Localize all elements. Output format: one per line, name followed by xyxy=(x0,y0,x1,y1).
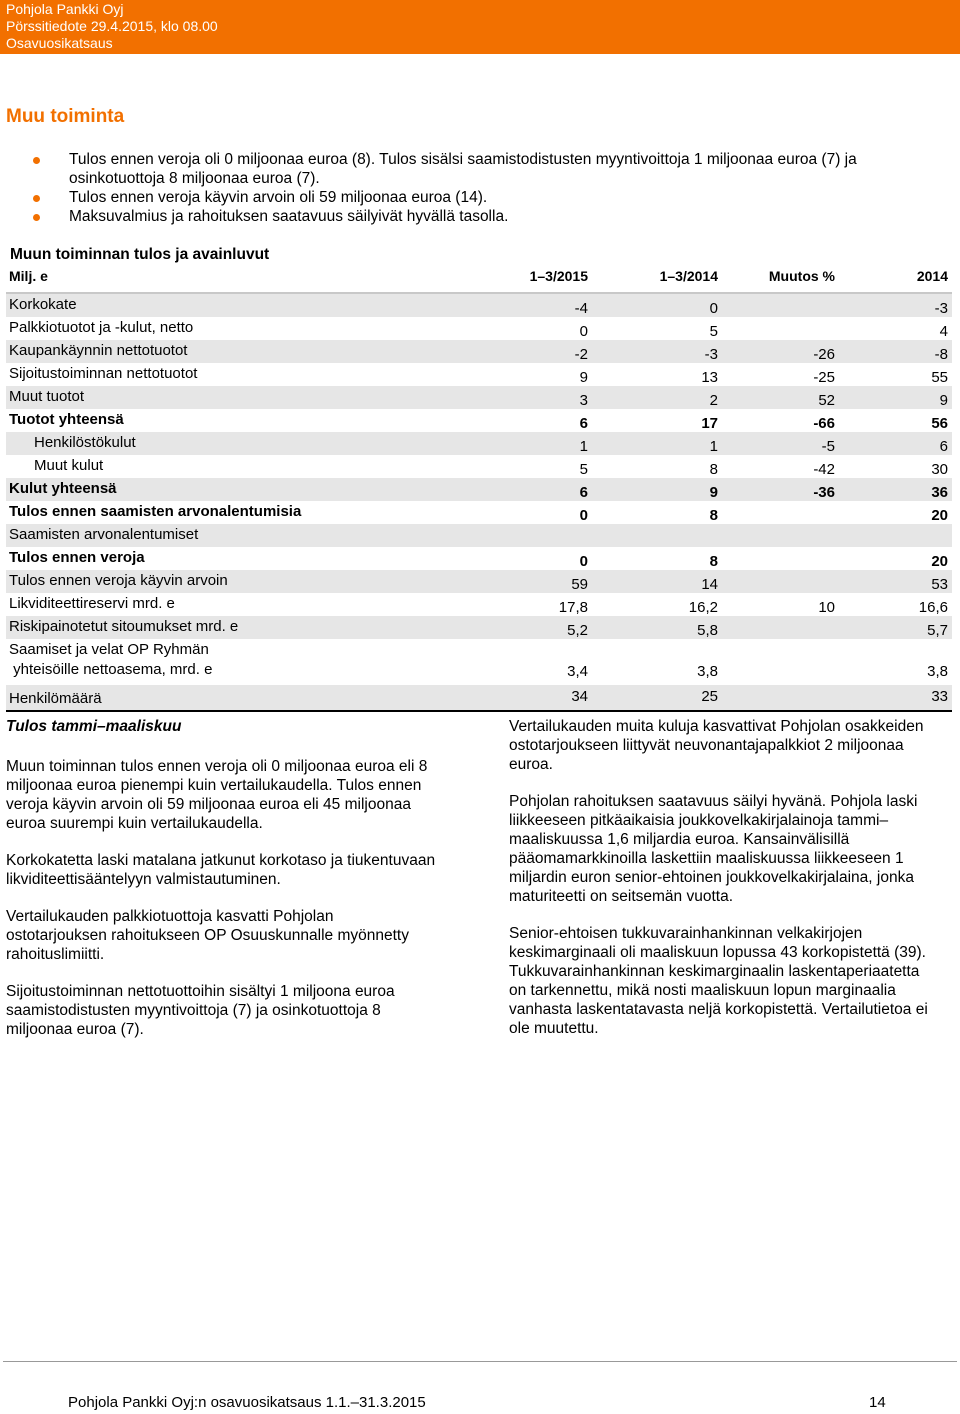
bullet-icon xyxy=(33,157,40,164)
paragraph: Vertailukauden palkkiotuottoja kasvatti Pohjolan ostotarjouksen rahoitukseen OP Osuuskunnalle myönnetty rahoituslimiitti. xyxy=(6,908,409,963)
right-text-column xyxy=(509,717,939,1056)
table-row: Kulut yhteensä 6 9 -36 36 xyxy=(6,478,952,501)
bullet-icon xyxy=(33,195,40,202)
column-header: 1–3/2014 xyxy=(659,268,718,284)
footer-divider xyxy=(3,1361,957,1362)
table-row: Muut kulut 5 8 -42 30 xyxy=(34,457,948,478)
period-title: Tulos tammi–maaliskuu xyxy=(6,718,182,735)
left-text-column xyxy=(6,717,436,1057)
paragraph: Senior-ehtoisen tukkuvarainhankinnan velkakirjojen keskimarginaali oli maaliskuun lopussa 43 korkopistettä (39). Tukkuvarainhankinnan keskimarginaalin laskentaperiaatetta on tarkennettu, mikä nosti maaliskuun lopun marginaalia vanhasta laskentatavasta neljä korkopistettä. Vertailutietoa ei ole muutettu. xyxy=(509,925,928,1037)
column-header: Muutos % xyxy=(768,268,835,284)
table-row: Saamiset ja velat OP Ryhmän yhteisöille nettoasema, mrd. e 3,4 3,8 3,8 xyxy=(9,641,948,680)
paragraph: Vertailukauden muita kuluja kasvattivat Pohjolan osakkeiden ostotarjoukseen liittyvät neuvonantajapalkkiot 2 miljoonaa euroa. xyxy=(509,718,924,773)
key-figures-table xyxy=(6,267,952,712)
paragraph: Sijoitustoiminnan nettotuottoihin sisältyi 1 miljoona euroa saamistodistusten myyntivoittoja (7) ja osinkotuottoja 8 miljoonaa euroa (7). xyxy=(6,983,395,1038)
section-title: Muu toiminta xyxy=(6,106,125,127)
table-row: Korkokate -4 0 -3 xyxy=(6,294,952,317)
column-header: 1–3/2015 xyxy=(529,268,588,284)
table-row: Saamisten arvonalentumiset xyxy=(6,524,952,547)
list-item: Tulos ennen veroja oli 0 miljoonaa euroa (8). Tulos sisälsi saamistodistusten myyntivoittoja 1 miljoonaa euroa (7) ja osinkotuottoja 8 miljoonaa euroa (7). xyxy=(30,150,930,188)
company-name: Pohjola Pankki Oyj xyxy=(6,1,124,17)
document-type: Osavuosikatsaus xyxy=(6,35,113,51)
page-number: 14 xyxy=(869,1394,886,1411)
table-row: Kaupankäynnin nettotuotot -2 -3 -26 -8 xyxy=(6,340,952,363)
table-row: Henkilöstökulut 1 1 -5 6 xyxy=(6,432,952,455)
document-header xyxy=(0,0,960,54)
list-item: Tulos ennen veroja käyvin arvoin oli 59 miljoonaa euroa (14). xyxy=(30,188,930,207)
table-row: Sijoitustoiminnan nettotuotot 9 13 -25 55 xyxy=(9,365,948,386)
table-row: Henkilömäärä 34 25 33 xyxy=(6,685,952,712)
table-row: Muut tuotot 3 2 52 9 xyxy=(6,386,952,409)
table-row: Tuotot yhteensä 6 17 -66 56 xyxy=(9,411,948,432)
bullet-icon xyxy=(33,214,40,221)
unit-label: Milj. e xyxy=(9,268,48,284)
paragraph: Muun toiminnan tulos ennen veroja oli 0 miljoonaa euroa eli 8 miljoonaa euroa pienempi kuin vertailukaudella. Tulos ennen veroja käyvin arvoin oli 59 miljoonaa euroa eli 45 miljoonaa euroa suurempi kuin vertailukaudella. xyxy=(6,758,428,832)
highlights-list xyxy=(30,150,930,226)
table-header-row xyxy=(6,267,952,294)
table-row: Tulos ennen veroja käyvin arvoin 59 14 53 xyxy=(6,570,952,593)
table-row: Tulos ennen saamisten arvonalentumisia 0 8 20 xyxy=(9,503,948,524)
table-row: Likviditeettireservi mrd. e 17,8 16,2 10 16,6 xyxy=(9,595,948,616)
table-row: Riskipainotetut sitoumukset mrd. e 5,2 5,8 5,7 xyxy=(6,616,952,639)
footer-text: Pohjola Pankki Oyj:n osavuosikatsaus 1.1.–31.3.2015 xyxy=(68,1394,426,1411)
list-item: Maksuvalmius ja rahoituksen saatavuus säilyivät hyvällä tasolla. xyxy=(30,207,930,226)
table-title: Muun toiminnan tulos ja avainluvut xyxy=(10,246,270,263)
release-date: Pörssitiedote 29.4.2015, klo 08.00 xyxy=(6,18,218,34)
column-header: 2014 xyxy=(916,268,948,284)
table-row: Palkkiotuotot ja -kulut, netto 0 5 4 xyxy=(9,319,948,340)
paragraph: Pohjolan rahoituksen saatavuus säilyi hyvänä. Pohjola laski liikkeeseen pitkäaikaisia joukkovelkakirjalainoja tammi–maaliskuussa 1,6 miljardia euroa. Kansainvälisillä pääomamarkkinoilla laskettiin maaliskuussa liikkeeseen 1 miljardin euron senior-ehtoinen joukkovelkakirjalaina, jonka maturiteetti on seitsemän vuotta. xyxy=(509,793,918,905)
paragraph: Korkokatetta laski matalana jatkunut korkotaso ja tiukentuvaan likviditeettisääntelyyn valmistautuminen. xyxy=(6,852,436,888)
table-row: Tulos ennen veroja 0 8 20 xyxy=(9,549,948,570)
